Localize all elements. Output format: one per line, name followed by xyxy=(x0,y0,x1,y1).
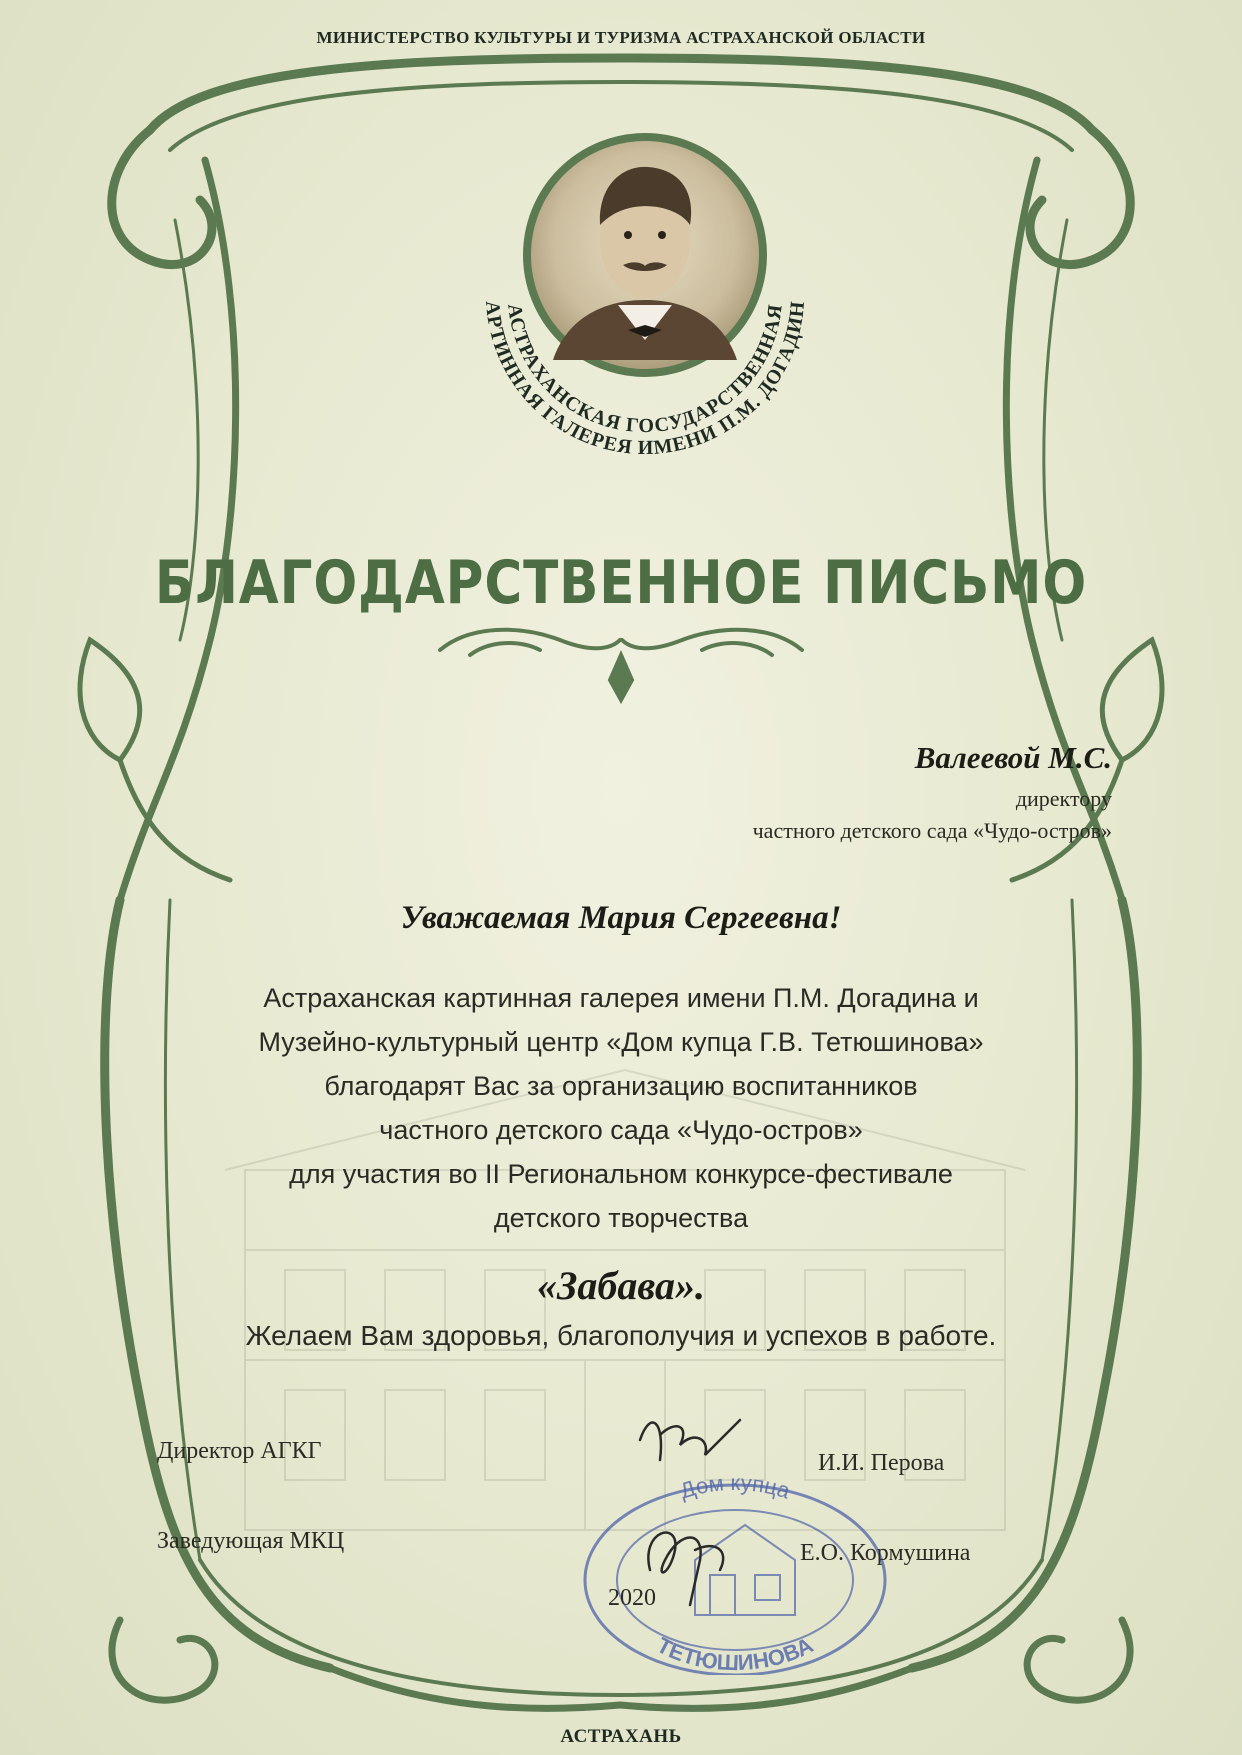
stamp-top-text: Дом купца xyxy=(676,1469,794,1504)
recipient-role: директору xyxy=(1015,786,1112,811)
document-title: БЛАГОДАРСТВЕННОЕ ПИСЬМО xyxy=(154,548,1088,618)
gallery-name-line2: АРТИННАЯ ГАЛЕРЕЯ ИМЕНИ П.М. ДОГАДИН xyxy=(480,299,810,455)
letter-body-line: Астраханская картинная галерея имени П.М. Догадина и xyxy=(263,983,979,1013)
director-title: Директор АГКГ xyxy=(157,1438,322,1464)
director-name: И.И. Перова xyxy=(818,1450,945,1476)
letter-body-line: детского творчества xyxy=(493,1203,749,1233)
letter-body-line: Музейно-культурный центр «Дом купца Г.В. Тетюшинова» xyxy=(258,1027,984,1057)
letter-body-line: благодарят Вас за организацию воспитанников xyxy=(324,1071,918,1101)
head-name: Е.О. Кормушина xyxy=(800,1540,971,1566)
recipient-name: Валеевой М.С. xyxy=(914,740,1112,775)
letter-body-line: частного детского сада «Чудо-остров» xyxy=(379,1115,863,1145)
stamp-bottom-text: ТЕТЮШИНОВА xyxy=(652,1632,818,1675)
ministry-header: МИНИСТЕРСТВО КУЛЬТУРЫ И ТУРИЗМА АСТРАХАНСКОЙ ОБЛАСТИ xyxy=(316,28,926,47)
gallery-name-line1: АСТРАХАНСКАЯ ГОСУДАРСТВЕННАЯ xyxy=(503,302,787,438)
title-flourish xyxy=(440,630,802,700)
document-year: 2020 xyxy=(608,1585,656,1611)
letter-body-line: для участия во II Региональном конкурсе-фестивале xyxy=(289,1159,953,1189)
city-footer: АСТРАХАНЬ xyxy=(560,1726,682,1747)
greeting: Уважаемая Мария Сергеевна! xyxy=(400,900,842,936)
festival-name: «Забава». xyxy=(537,1263,705,1308)
head-title: Заведующая МКЦ xyxy=(157,1528,345,1554)
wishes: Желаем Вам здоровья, благополучия и успехов в работе. xyxy=(245,1320,997,1351)
recipient-organization: частного детского сада «Чудо-остров» xyxy=(752,818,1112,843)
portrait-medallion xyxy=(478,125,812,455)
gallery-emblem xyxy=(478,125,812,455)
